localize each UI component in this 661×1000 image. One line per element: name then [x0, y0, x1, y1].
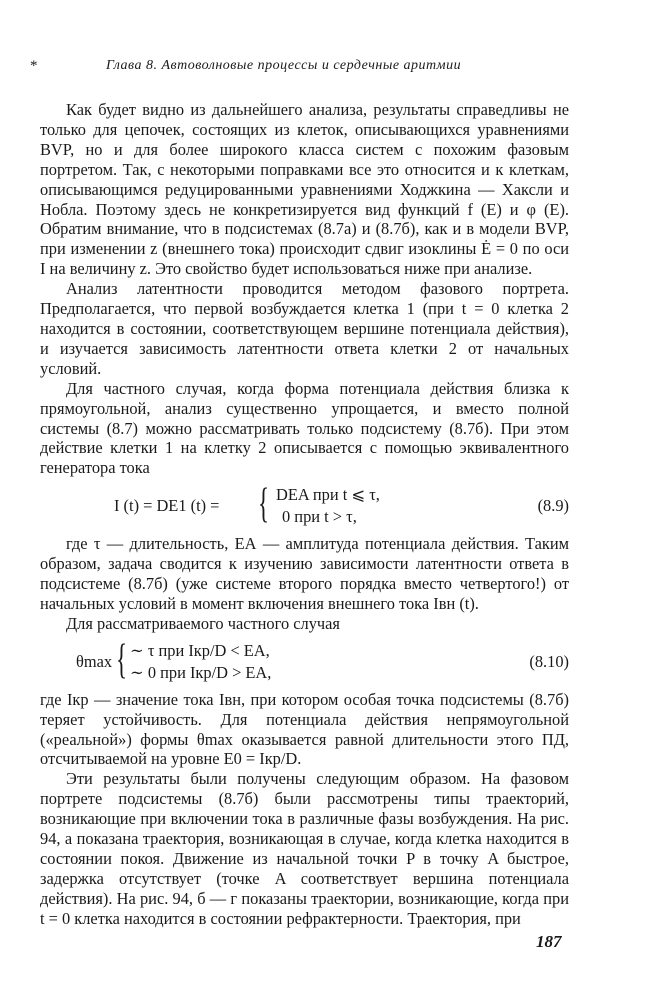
paragraph: Для рассматриваемого частного случая: [66, 613, 340, 633]
equation-8-10: [40, 636, 569, 688]
running-header: [30, 58, 590, 80]
left-brace: {: [258, 481, 270, 528]
equation-lhs: θmax: [76, 651, 113, 671]
paragraph: где Iкр — значение тока Iвн, при котором особая точка подсистемы (8.7б) теряет устойчивость. Для потенциала действия непрямоугольной («реальной») формы θmax оказывается равной длительности этого ПД, отсчитываемой на уровне E0 = Iкр/D.: [40, 689, 569, 769]
paragraph: где τ — длительность, EА — амплитуда потенциала действия. Таким образом, задача сводится к изучению зависимости латентности ответа в подсистеме (8.7б) (уже системе второго порядка вместо четвертого!) от начальных условий в момент включения внешнего тока Iвн (t).: [40, 534, 569, 613]
equation-number: (8.10): [529, 651, 569, 671]
equation-case: ∼ 0 при Iкр/D > EА,: [130, 662, 272, 682]
equation-lhs: I (t) = DE1 (t) =: [114, 496, 220, 516]
equation-number: (8.9): [537, 496, 569, 516]
page-number: 187: [536, 932, 562, 951]
paragraph: Для частного случая, когда форма потенциала действия близка к прямоугольной, анализ существенно упрощается, и вместо полной системы (8.7) можно рассматривать только подсистему (8.7б). При этом действие клетки 1 на клетку 2 описывается с помощью эквивалентного генератора тока: [40, 378, 569, 478]
equation-cases: [276, 485, 380, 529]
paragraph: Эти результаты были получены следующим образом. На фазовом портрете подсистемы (8.7б) были рассмотрены типы траекторий, возникающие при включении тока в различные фазы возбуждения. На рис. 94, а показана траектория, возникающая в случае, когда клетка находится в состоянии покоя. Движение из начальной точки P в точку A быстрое, задержка отсутствует (точке A соответствует вершина потенциала действия). На рис. 94, б — г показаны траектории, возникающие, когда при t = 0 клетка находится в состоянии рефрактерности. Траектория, при: [40, 769, 569, 928]
paragraph: Анализ латентности проводится методом фазового портрета. Предполагается, что первой возбуждается клетка 1 (при t = 0 клетка 2 находится в состоянии, соответствующем вершине потенциала действия), и изучается зависимость латентности ответа клетки 2 от начальных условий.: [40, 279, 569, 378]
equation-case: DEA при t ⩽ τ,: [276, 485, 380, 505]
header-marker: *: [30, 58, 38, 74]
equation-case: ∼ τ при Iкр/D < EА,: [130, 640, 270, 660]
equation-8-9: [40, 481, 569, 532]
page-body: [40, 100, 569, 929]
paragraph: Как будет видно из дальнейшего анализа, результаты справедливы не только для цепочек, состоящих из клеток, описывающихся уравнениями BVP, но и для более широкого класса систем с похожим фазовым портретом. Так, с некоторыми поправками все это относится и к клеткам, описывающимся редуцированными уравнениями Ходжкина — Хаксли и Нобла. Поэтому здесь не конкретизируется вид функций f (E) и φ (E). Обратим внимание, что в подсистемах (8.7а) и (8.7б), как и в модели BVP, при изменении z (внешнего тока) происходит сдвиг изоклины Ė = 0 по оси I на величину z. Это свойство будет использоваться ниже при анализе.: [40, 100, 569, 279]
equation-case: 0 при t > τ,: [282, 507, 357, 527]
left-brace: {: [116, 636, 128, 683]
chapter-title: Глава 8. Автоволновые процессы и сердечные аритмии: [106, 58, 462, 73]
equation-cases: [130, 641, 271, 685]
